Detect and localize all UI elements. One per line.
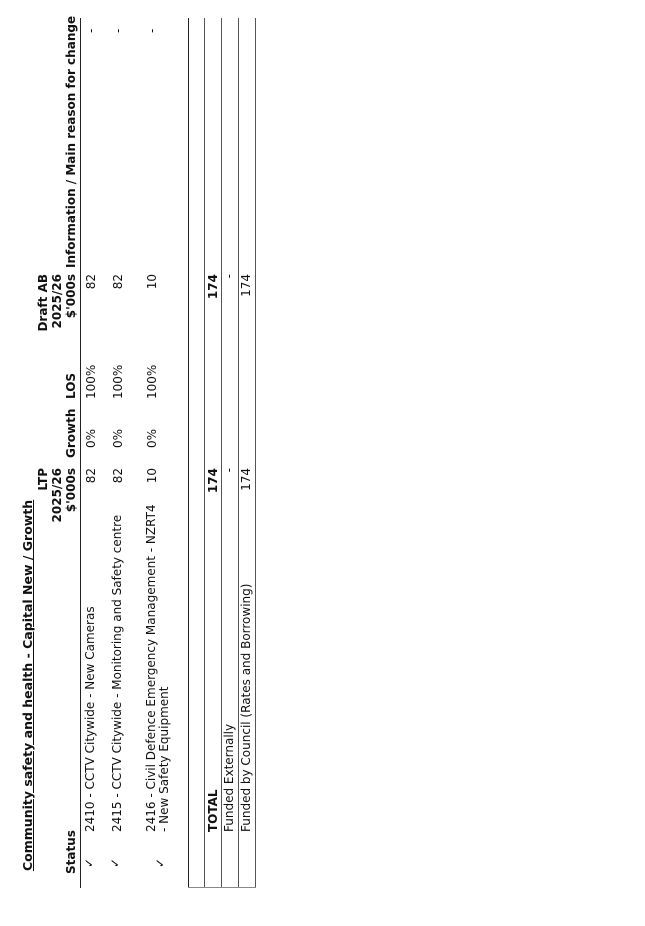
header-ltp-line2: 2025/26 bbox=[50, 468, 64, 523]
header-draft-line2: 2025/26 bbox=[50, 274, 64, 329]
total-draft: 174 bbox=[206, 274, 220, 300]
header-los: LOS bbox=[64, 372, 78, 399]
row-description bbox=[145, 504, 171, 832]
header-information: Information / Main reason for change bbox=[64, 15, 78, 268]
row-draft: 10 bbox=[145, 274, 159, 290]
header-ltp bbox=[36, 468, 78, 538]
row-los: 100% bbox=[84, 364, 98, 399]
header-draft-line1: Draft AB bbox=[36, 274, 50, 332]
row-description: 2415 - CCTV Citywide - Monitoring and Safety centre bbox=[110, 514, 124, 832]
total-ltp: 174 bbox=[206, 468, 220, 494]
total-rule bbox=[204, 18, 205, 888]
funded-externally-ltp: - bbox=[222, 468, 236, 473]
totals-top-rule bbox=[188, 18, 189, 888]
row-growth: 0% bbox=[84, 428, 98, 448]
totals-left-border bbox=[188, 887, 256, 888]
row-growth: 0% bbox=[111, 428, 125, 448]
header-status: Status bbox=[64, 830, 78, 874]
section-title: Community safety and health - Capital New / Growth bbox=[20, 499, 35, 871]
row-description-line1: 2416 - Civil Defence Emergency Management - NZRT4 bbox=[144, 504, 158, 832]
funded-council-label: Funded by Council (Rates and Borrowing) bbox=[239, 583, 253, 832]
row-info: - bbox=[84, 28, 98, 33]
header-draft-ab bbox=[36, 274, 78, 344]
row-description: 2410 - CCTV Citywide - New Cameras bbox=[83, 606, 97, 832]
header-growth: Growth bbox=[64, 408, 78, 458]
header-draft-line3: $'000s bbox=[64, 274, 78, 319]
row-info: - bbox=[111, 28, 125, 33]
row-ltp: 82 bbox=[111, 468, 125, 484]
header-ltp-line3: $'000s bbox=[64, 468, 78, 513]
row-draft: 82 bbox=[84, 274, 98, 290]
header-rule bbox=[80, 18, 81, 888]
checkmark-icon: ✓ bbox=[82, 857, 96, 868]
row-los: 100% bbox=[111, 364, 125, 399]
funded-council-ltp: 174 bbox=[239, 468, 253, 491]
total-label: TOTAL bbox=[206, 789, 220, 832]
bottom-rule bbox=[255, 18, 256, 888]
row-ltp: 10 bbox=[145, 468, 159, 484]
checkmark-icon: ✓ bbox=[108, 857, 122, 868]
header-ltp-line1: LTP bbox=[36, 468, 50, 491]
funded-council-draft: 174 bbox=[239, 274, 253, 297]
checkmark-icon: ✓ bbox=[153, 857, 167, 868]
funded-externally-label: Funded Externally bbox=[222, 723, 236, 832]
row-draft: 82 bbox=[111, 274, 125, 290]
funded-externally-draft: - bbox=[222, 274, 236, 279]
row-ltp: 82 bbox=[84, 468, 98, 484]
row-los: 100% bbox=[145, 364, 159, 399]
row-info: - bbox=[145, 28, 159, 33]
row-growth: 0% bbox=[145, 428, 159, 448]
row-description-line2: - New Safety Equipment bbox=[157, 686, 171, 832]
